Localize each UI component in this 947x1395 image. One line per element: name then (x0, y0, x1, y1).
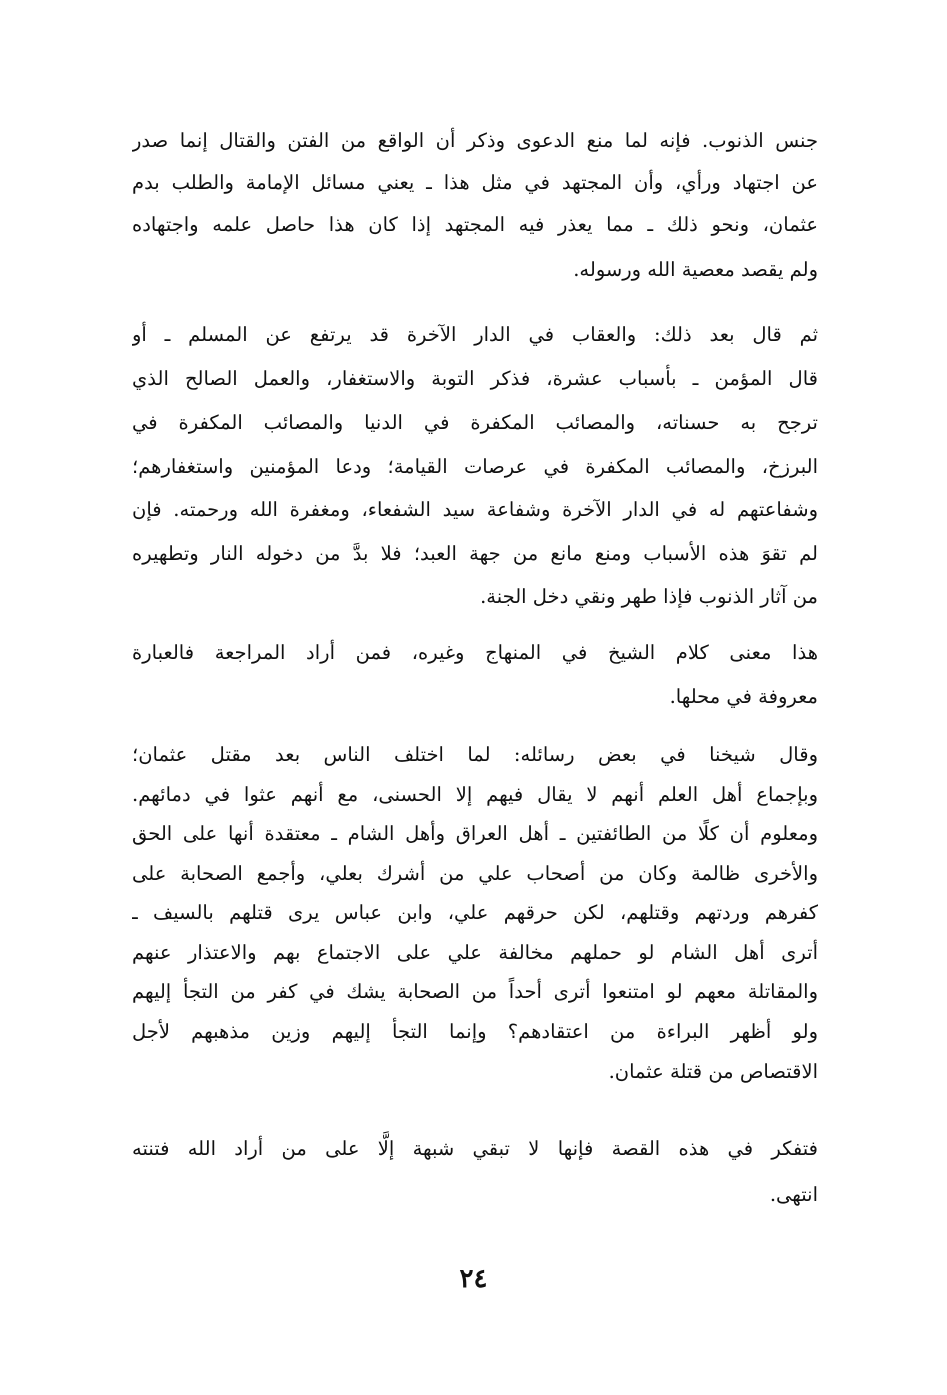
text-line: وقال شيخنا في بعض رسائله: لما اختلف الناس بعد مقتل عثمان؛ (132, 743, 818, 766)
text-line: معروفة في محلها. (669, 685, 818, 708)
text-line: ترجح به حسناته، والمصائب المكفرة في الدنيا والمصائب المكفرة في (132, 411, 818, 434)
page-number: ٢٤ (459, 1264, 488, 1294)
text-line: ثم قال بعد ذلك: والعقاب في الدار الآخرة قد يرتفع عن المسلم ـ أو (132, 323, 818, 346)
text-line: قال المؤمن ـ بأسباب عشرة، فذكر التوبة والاستغفار، والعمل الصالح الذي (132, 367, 818, 390)
text-line: عن اجتهاد ورأي، وأن المجتهد في مثل هذا ـ يعني مسائل الإمامة والطلب بدم (132, 171, 818, 194)
text-line: ولم يقصد معصية الله ورسوله. (573, 258, 818, 281)
text-line: لم تقوَ هذه الأسباب ومنع مانع من جهة العبد؛ فلا بدَّ من دخوله النار وتطهيره (132, 542, 818, 565)
text-line: البرزخ، والمصائب المكفرة في عرصات القيامة؛ ودعا المؤمنين واستغفارهم؛ (132, 455, 818, 478)
text-line: وبإجماع أهل العلم أنهم لا يقال فيهم إلا الحسنى، مع أنهم عثوا في دمائهم. (132, 783, 818, 806)
text-line: من آثار الذنوب فإذا طهر ونقي دخل الجنة. (480, 585, 818, 608)
text-line: فتفكر في هذه القصة فإنها لا تبقي شبهة إلَّا على من أراد الله فتنته (132, 1137, 818, 1160)
text-line: هذا معنى كلام الشيخ في المنهاج وغيره، فمن أراد المراجعة فالعبارة (132, 641, 818, 664)
text-line: كفرهم وردتهم وقتلهم، لكن حرقهم علي، وابن عباس يرى قتلهم بالسيف ـ (132, 901, 818, 924)
text-line: ولو أظهر البراءة من اعتقادهم؟ وإنما التجأ إليهم وزين مذهبهم لأجل (132, 1020, 818, 1043)
text-line: والأخرى ظالمة وكان من أصحاب علي من أشرك بعلي، وأجمع الصحابة على (132, 862, 818, 885)
text-line: انتهى. (769, 1183, 818, 1206)
text-line: الاقتصاص من قتلة عثمان. (608, 1060, 818, 1083)
text-line: وشفاعتهم له في الدار الآخرة وشفاعة سيد الشفعاء، ومغفرة الله ورحمته. فإن (132, 498, 818, 521)
text-line: عثمان، ونحو ذلك ـ مما يعذر فيه المجتهد إذا كان هذا حاصل علمه واجتهاده (132, 213, 818, 236)
text-line: ومعلوم أن كلًا من الطائفتين ـ أهل العراق وأهل الشام ـ معتقدة أنها على الحق (132, 822, 818, 845)
text-line: والمقاتلة معهم لو امتنعوا أترى أحداً من الصحابة يشك في كفر من التجأ إليهم (132, 980, 818, 1003)
text-line: أترى أهل الشام لو حملهم مخالفة علي على الاجتماع بهم والاعتذار عنهم (132, 941, 818, 964)
text-line: جنس الذنوب. فإنه لما منع الدعوى وذكر أن الواقع من الفتن والقتال إنما صدر (132, 129, 818, 152)
